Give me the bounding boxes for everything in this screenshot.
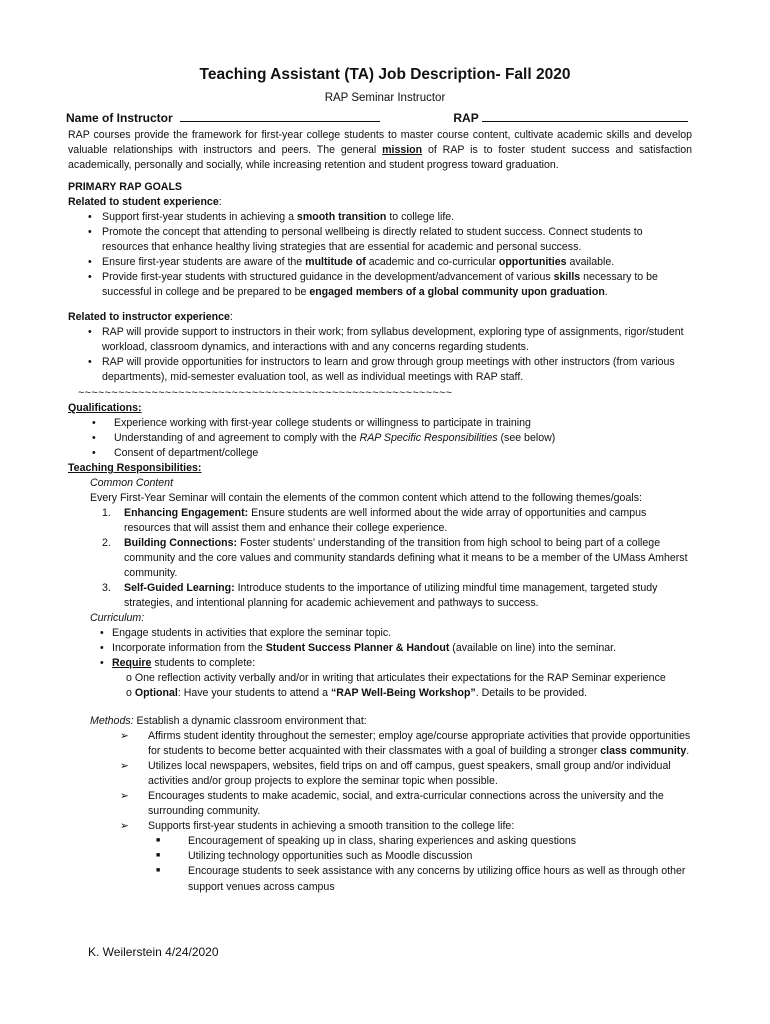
document-title: Teaching Assistant (TA) Job Description- Fall 2020 <box>199 66 571 83</box>
student-heading-line: Related to student experience: <box>68 196 222 209</box>
instructor-label: Name of Instructor <box>66 111 173 125</box>
separator-line: ~~~~~~~~~~~~~~~~~~~~~~~~~~~~~~~~~~~~~~~~~~~~~~~~~~~~~~~~ <box>78 386 453 399</box>
intro-mission: mission <box>382 144 423 157</box>
list-item: • Support first-year students in achieving a smooth transition to college life. <box>102 210 692 225</box>
list-item: ➢ Affirms student identity throughout the semester; employ age/course appropriate activities that provide opportunities for students to become better acquainted with their classmates with a goal of building a stronger class community. <box>120 730 691 758</box>
responsibilities-heading: Teaching Responsibilities: <box>68 461 202 474</box>
instructor-heading: Related to instructor experience <box>68 311 230 324</box>
methods-intro: Establish a dynamic classroom environment that: <box>133 715 367 728</box>
methods-label: Methods: <box>90 715 134 728</box>
document-body <box>68 128 692 895</box>
list-item: • Promote the concept that attending to personal wellbeing is directly related to student success. Connect students to resources that enhance healthy living strategies that are essential for academic and personal success. <box>102 225 692 255</box>
list-item: 3. Self-Guided Learning: Introduce students to the importance of utilizing mindful time management, targeted study strategies, and intentional planning for academic achievement and pathways to success. <box>102 581 658 609</box>
instructor-blank <box>180 111 380 122</box>
list-item: • Consent of department/college <box>114 446 692 461</box>
student-heading: Related to student experience <box>68 196 219 209</box>
curriculum-list <box>68 626 692 671</box>
methods-list <box>68 729 692 894</box>
document-subtitle: RAP Seminar Instructor <box>324 92 446 104</box>
list-item: • Incorporate information from the Student Success Planner & Handout (available on line) into the seminar. <box>112 641 692 656</box>
list-item: • Require students to complete: <box>112 656 692 671</box>
list-item: ➢ Encourages students to make academic, social, and extra-curricular connections across the university and the surrounding community. <box>120 790 664 818</box>
list-item: ➢ Utilizes local newspapers, websites, field trips on and off campus, guest speakers, small group and/or individual activities and/or group projects to explore the seminar topic when possible. <box>120 760 671 788</box>
intro-paragraph <box>68 128 692 173</box>
list-item: • Engage students in activities that explore the seminar topic. <box>112 626 692 641</box>
rap-label: RAP <box>453 111 479 125</box>
themes-list <box>68 506 692 611</box>
curriculum-heading: Curriculum: <box>90 611 145 624</box>
list-item: ➢ Supports first-year students in achieving a smooth transition to the college life: ■ Encouragement of speaking up in class, sharing experiences and asking questions ■ Utilizing technology opportunities such as Moodle discussion ■ Encourage students to seek assistance with any concerns by utilizing office hours as well as through other support venues across campus <box>148 819 692 894</box>
list-item: 2. Building Connections: Foster students' understanding of the transition from high school to being part of a college community and the core values and community standards defining what it means to be a member of the UMass Amherst community. <box>102 536 688 579</box>
list-item: • RAP will provide opportunities for instructors to learn and grow through group meetings with other instructors (from various departments), mid-semester evaluation tool, as well as individual meetings with RAP staff. <box>102 355 692 385</box>
intro-text-1: RAP courses provide the framework for first-year college students to master course content, cultivate academic skills and develop valuable relationships with instructors and peers. The general <box>68 129 692 157</box>
common-content-heading: Common Content <box>90 476 174 489</box>
common-content-intro: Every First-Year Seminar will contain the elements of the common content which attend to the following themes/goals: <box>90 491 642 504</box>
arrow-icon: ➢ <box>120 730 129 743</box>
list-item: • Experience working with first-year college students or willingness to participate in training <box>114 416 692 431</box>
list-item: ■ Utilizing technology opportunities such as Moodle discussion <box>188 849 692 864</box>
arrow-icon: ➢ <box>120 760 129 773</box>
instructor-goals-list <box>68 325 692 385</box>
instructor-line <box>66 110 696 127</box>
methods-intro-line <box>68 714 692 729</box>
list-item: • Ensure first-year students are aware of the multitude of academic and co-curricular opportunities available. <box>102 255 692 270</box>
qualifications-heading: Qualifications: <box>68 401 142 414</box>
arrow-icon: ➢ <box>120 820 129 833</box>
intro-text-2: of RAP is to foster student success and satisfaction academically, personally and socially, while increasing retention and student progress toward graduation. <box>68 144 692 172</box>
list-item: o One reflection activity verbally and/or in writing that articulates their expectations for the RAP Seminar experience <box>126 672 666 685</box>
list-item: ■ Encourage students to seek assistance with any concerns by utilizing office hours as well as through other support venues across campus <box>188 864 692 894</box>
list-item: 1. Enhancing Engagement: Ensure students are well informed about the wide array of opportunities and campus resources that will assist them and enhance their college experience. <box>102 506 647 534</box>
qualifications-list <box>68 416 692 461</box>
list-item: • Understanding of and agreement to comply with the RAP Specific Responsibilities (see below) <box>114 431 692 446</box>
goals-heading: PRIMARY RAP GOALS <box>68 181 182 194</box>
footer-signature: K. Weilerstein 4/24/2020 <box>88 945 219 959</box>
rap-blank <box>482 111 688 122</box>
instructor-heading-line: Related to instructor experience: <box>68 311 233 324</box>
list-item: • Provide first-year students with structured guidance in the development/advancement of various skills necessary to be successful in college and be prepared to be engaged members of a global community upon graduation. <box>102 270 692 300</box>
list-item: ■ Encouragement of speaking up in class, sharing experiences and asking questions <box>188 834 692 849</box>
support-list <box>148 834 692 894</box>
student-goals-list <box>68 210 692 300</box>
list-item: o Optional: Have your students to attend a “RAP Well-Being Workshop”. Details to be provided. <box>126 687 588 700</box>
arrow-icon: ➢ <box>120 790 129 803</box>
curriculum-sublist <box>68 671 692 701</box>
list-item: • RAP will provide support to instructors in their work; from syllabus development, exploring type of assignments, rigor/student workload, classroom dynamics, and interactions with and any concerns regarding students. <box>102 325 692 355</box>
